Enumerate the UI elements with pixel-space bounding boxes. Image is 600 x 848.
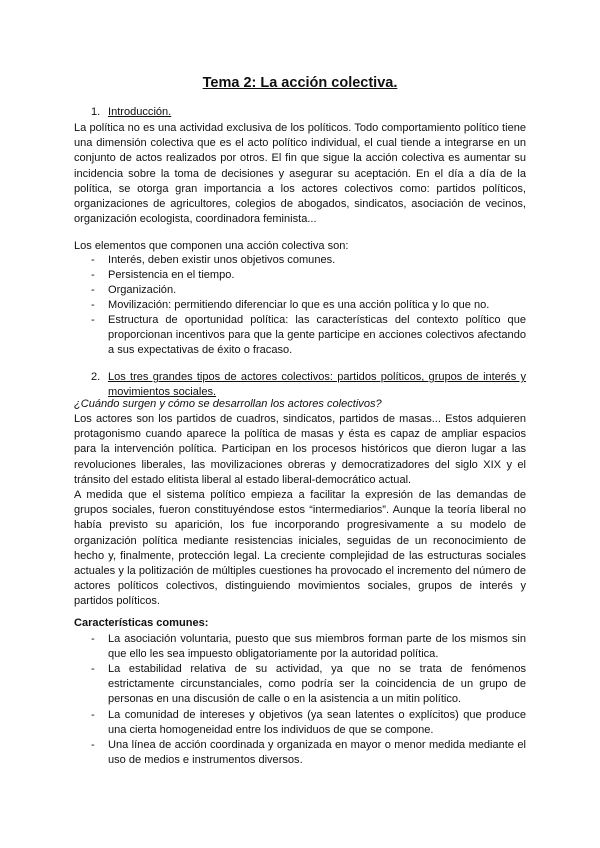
element-item: Persistencia en el tiempo. xyxy=(108,269,235,281)
section-2-paragraph-2: A medida que el sistema político empieza a facilitar la expresión de las demandas de grupos sociales, fueron constituyéndose estos “intermediarios”. Aunque la teoría liberal no había previsto su aparición, los fue incorporando progresivamente a su modelo de organización política mediante resistencias iniciales, seguidas de un reconocimiento de hecho y, finalmente, protección legal. La creciente complejidad de las estructuras sociales actuales y la politización de múltiples cuestiones ha provocado el incremento del número de actores políticos colectivos, distinguiendo movimientos sociales, grupos de interés y partidos políticos. xyxy=(74,489,526,608)
feature-item: La estabilidad relativa de su actividad, ya que no se trata de fenómenos estrictamente circunstanciales, como podría ser la coincidencia de un grupo de personas en una discusión de calle o en la asistencia a un mitin político. xyxy=(108,663,526,706)
feature-item: La comunidad de intereses y objetivos (ya sean latentes o explícitos) que produce una cierta homogeneidad entre los individuos de que se compone. xyxy=(108,709,526,737)
features-heading: Características comunes: xyxy=(74,617,209,629)
page-title: Tema 2: La acción colectiva. xyxy=(202,75,398,91)
element-item: Movilización: permitiendo diferenciar lo que es una acción política y lo que no. xyxy=(108,299,490,311)
bullet-marker: - xyxy=(91,284,95,296)
section-1-paragraph: La política no es una actividad exclusiva de los políticos. Todo comportamiento político tiene una dimensión colectiva que es el acto político individual, el cual tiende a integrarse en un conjunto de actos realizados por otros. El fin que sigue la acción colectiva es aumentar su incidencia sobre la toma de decisiones y asegurar su aceptación. En el día a día de la política, se otorga gran importancia a los actores colectivos como: partidos políticos, organizaciones de agricultores, colegios de abogados, sindicatos, asociación de vecinos, organización ecologista, coordinadora feminista... xyxy=(74,122,526,226)
element-item: Interés, deben existir unos objetivos comunes. xyxy=(108,254,336,266)
bullet-marker: - xyxy=(91,299,95,311)
bullet-marker: - xyxy=(91,254,95,266)
bullet-marker: - xyxy=(91,739,95,751)
section-1-heading: Introducción. xyxy=(108,106,172,118)
element-item: Organización. xyxy=(108,284,177,296)
bullet-marker: - xyxy=(91,269,95,281)
section-2-paragraph-1: Los actores son los partidos de cuadros, sindicatos, partidos de masas... Estos adquieren protagonismo cuando aparece la política de masas y ésta es capaz de ampliar espacios para la intervención política. Participan en los procesos históricos que dieron lugar a las revoluciones liberales, las movilizaciones obreras y democratizadores del siglo XIX y el tránsito del estado elitista liberal al estado liberal-democrático actual. xyxy=(74,413,526,486)
section-2-number: 2. xyxy=(91,371,101,383)
bullet-marker: - xyxy=(91,314,95,326)
feature-item: La asociación voluntaria, puesto que sus miembros forman parte de los mismos sin que ello les sea impuesto obligatoriamente por la autoridad política. xyxy=(108,633,526,661)
bullet-marker: - xyxy=(91,633,95,645)
bullet-marker: - xyxy=(91,709,95,721)
section-2-question: ¿Cuándo surgen y cómo se desarrollan los actores colectivos? xyxy=(74,398,382,410)
bullet-marker: - xyxy=(91,663,95,675)
section-2-heading: Los tres grandes tipos de actores colectivos: partidos políticos, grupos de interés y movimientos sociales. xyxy=(108,371,526,399)
feature-item: Una línea de acción coordinada y organizada en mayor o menor medida mediante el uso de medios e instrumentos diversos. xyxy=(108,739,526,767)
elements-intro: Los elementos que componen una acción colectiva son: xyxy=(74,240,349,252)
element-item: Estructura de oportunidad política: las características del contexto político que proporcionan incentivos para que la gente participe en acciones colectivos afectando a sus expectativas de éxito o fracaso. xyxy=(108,314,526,357)
section-1-number: 1. xyxy=(91,106,101,118)
